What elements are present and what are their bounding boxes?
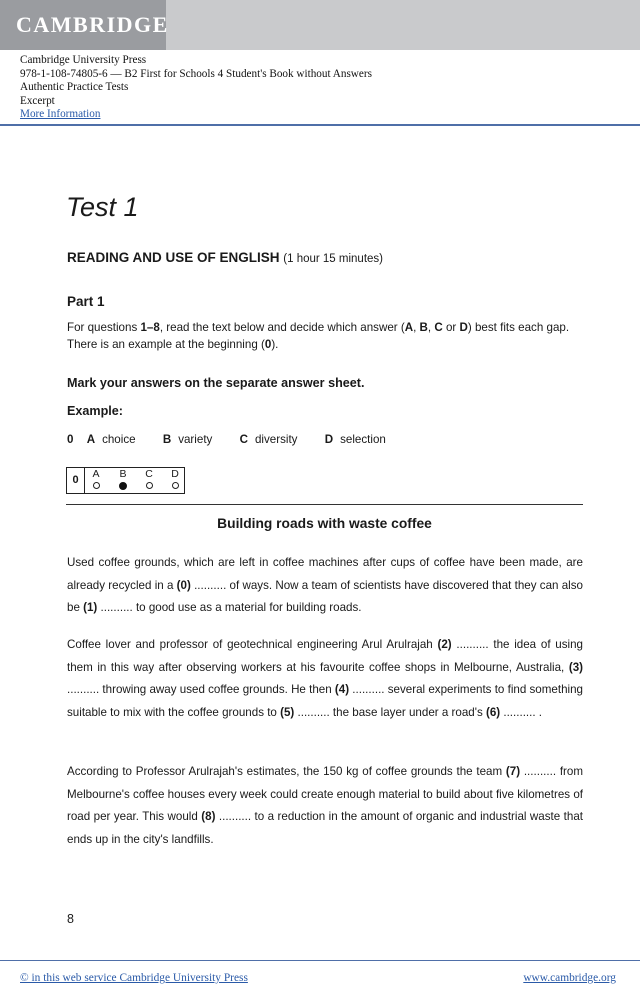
section-title: READING AND USE OF ENGLISH	[67, 250, 280, 265]
option-text: variety	[178, 433, 213, 446]
footer-divider	[0, 960, 640, 961]
option-letter: D	[324, 433, 334, 446]
passage-text: .......... throwing away used coffee grounds. He then	[67, 683, 335, 697]
instr-letter-b: B	[419, 321, 428, 334]
passage-paragraph-2	[67, 634, 583, 724]
gap-5: (5)	[280, 705, 295, 719]
example-label: Example:	[67, 404, 123, 418]
option-letter: A	[86, 433, 96, 446]
instr-text: ).	[271, 337, 279, 351]
answer-bubble-b-filled	[119, 482, 127, 490]
answer-option-b	[116, 469, 130, 490]
gap-8: (8)	[201, 810, 216, 824]
instr-text: ) best fits each gap. There is an example at the beginning (	[67, 321, 570, 351]
option-c	[240, 433, 298, 446]
logo-text: CAMBRIDGE	[16, 12, 169, 37]
option-letter: B	[162, 433, 172, 446]
passage-paragraph-1	[67, 552, 583, 620]
option-b	[163, 433, 213, 446]
part-heading: Part 1	[67, 294, 105, 309]
gap-3: (3)	[568, 660, 583, 674]
passage-text: Used coffee grounds, which are left in coffee machines after cups of coffee have been made, are already recycled in a	[67, 556, 583, 592]
page-number: 8	[67, 912, 74, 926]
answer-option-d	[168, 469, 182, 489]
excerpt-line: Excerpt	[20, 94, 55, 107]
instr-text: ,	[413, 321, 420, 334]
answer-letter: A	[92, 468, 100, 480]
answer-letter: C	[145, 468, 153, 480]
gap-6: (6)	[485, 705, 501, 719]
answer-option-c	[142, 469, 156, 489]
option-text: diversity	[254, 433, 298, 446]
passage-divider	[66, 504, 583, 505]
option-text: selection	[340, 433, 386, 446]
option-text: choice	[102, 433, 136, 446]
example-options	[67, 433, 386, 446]
passage-paragraph-3	[67, 761, 583, 851]
copyright-link[interactable]: © in this web service Cambridge University Press	[20, 972, 248, 984]
cambridge-website-link[interactable]: www.cambridge.org	[523, 972, 616, 984]
cambridge-logo	[0, 0, 169, 50]
gap-2: (2)	[437, 638, 452, 651]
isbn-line: 978-1-108-74805-6 — B2 First for Schools 4 Student's Book without Answers	[20, 67, 372, 80]
instr-letter-c: C	[434, 321, 443, 334]
option-d	[325, 433, 386, 446]
instr-questions: 1–8	[140, 321, 160, 334]
example-number: 0	[67, 433, 74, 446]
gap-4: (4)	[334, 683, 350, 697]
answer-sheet-number: 0	[67, 468, 85, 493]
instr-example-number: 0	[264, 337, 272, 351]
passage-text: .......... several experiments to find something suitable to mix with the coffee grounds to	[67, 683, 583, 719]
instr-text: , read the text below and decide which answer (	[159, 321, 405, 334]
gap-1: (1)	[83, 601, 98, 615]
instr-text: ,	[427, 321, 435, 334]
section-duration: (1 hour 15 minutes)	[283, 253, 383, 265]
gap-7: (7)	[505, 765, 521, 778]
passage-title: Building roads with waste coffee	[217, 516, 432, 531]
answer-letter: B	[119, 468, 127, 480]
passage-text: .......... to a reduction in the amount of organic and industrial waste that ends up in the city's landfills.	[67, 810, 583, 846]
answer-letter: D	[171, 468, 179, 480]
more-information-link[interactable]: More Information	[20, 108, 101, 121]
passage-text: Coffee lover and professor of geotechnical engineering Arul Arulrajah	[67, 638, 438, 651]
passage-text: .......... from Melbourne's coffee houses every week could create enough material to build about five kilometres of road per year. This would	[67, 765, 584, 824]
series-line: Authentic Practice Tests	[20, 81, 129, 94]
passage-text: .......... .	[500, 705, 543, 719]
answer-bubble-c	[146, 482, 153, 489]
answer-bubble-d	[172, 482, 179, 489]
answer-option-a	[89, 469, 103, 489]
passage-text: .......... to good use as a material for building roads.	[97, 601, 362, 615]
passage-text: .......... of ways. Now a team of scientists have discovered that they can also be	[67, 578, 583, 615]
passage-text: .......... the base layer under a road's	[294, 705, 486, 719]
instructions	[67, 320, 587, 353]
instr-letter-d: D	[459, 321, 468, 334]
header-divider	[0, 124, 640, 126]
instr-letter-a: A	[404, 321, 414, 334]
instr-text: For questions	[67, 321, 141, 334]
instr-text: or	[442, 321, 460, 334]
test-title: Test 1	[66, 192, 139, 222]
passage-text: According to Professor Arulrajah's estimates, the 150 kg of coffee grounds the team	[67, 765, 506, 778]
book-metadata	[20, 54, 372, 122]
option-letter: C	[239, 433, 248, 446]
section-heading	[67, 250, 383, 265]
publisher-line: Cambridge University Press	[20, 54, 147, 66]
option-a	[87, 433, 136, 446]
gap-0: (0)	[176, 578, 191, 592]
mark-answers-note: Mark your answers on the separate answer sheet.	[67, 376, 365, 390]
answer-bubble-a	[93, 482, 100, 489]
example-answer-sheet	[66, 467, 185, 494]
passage-text: .......... the idea of using them in this way after observing workers at his favourite coffee shops in Melbourne, Australia,	[67, 638, 583, 674]
